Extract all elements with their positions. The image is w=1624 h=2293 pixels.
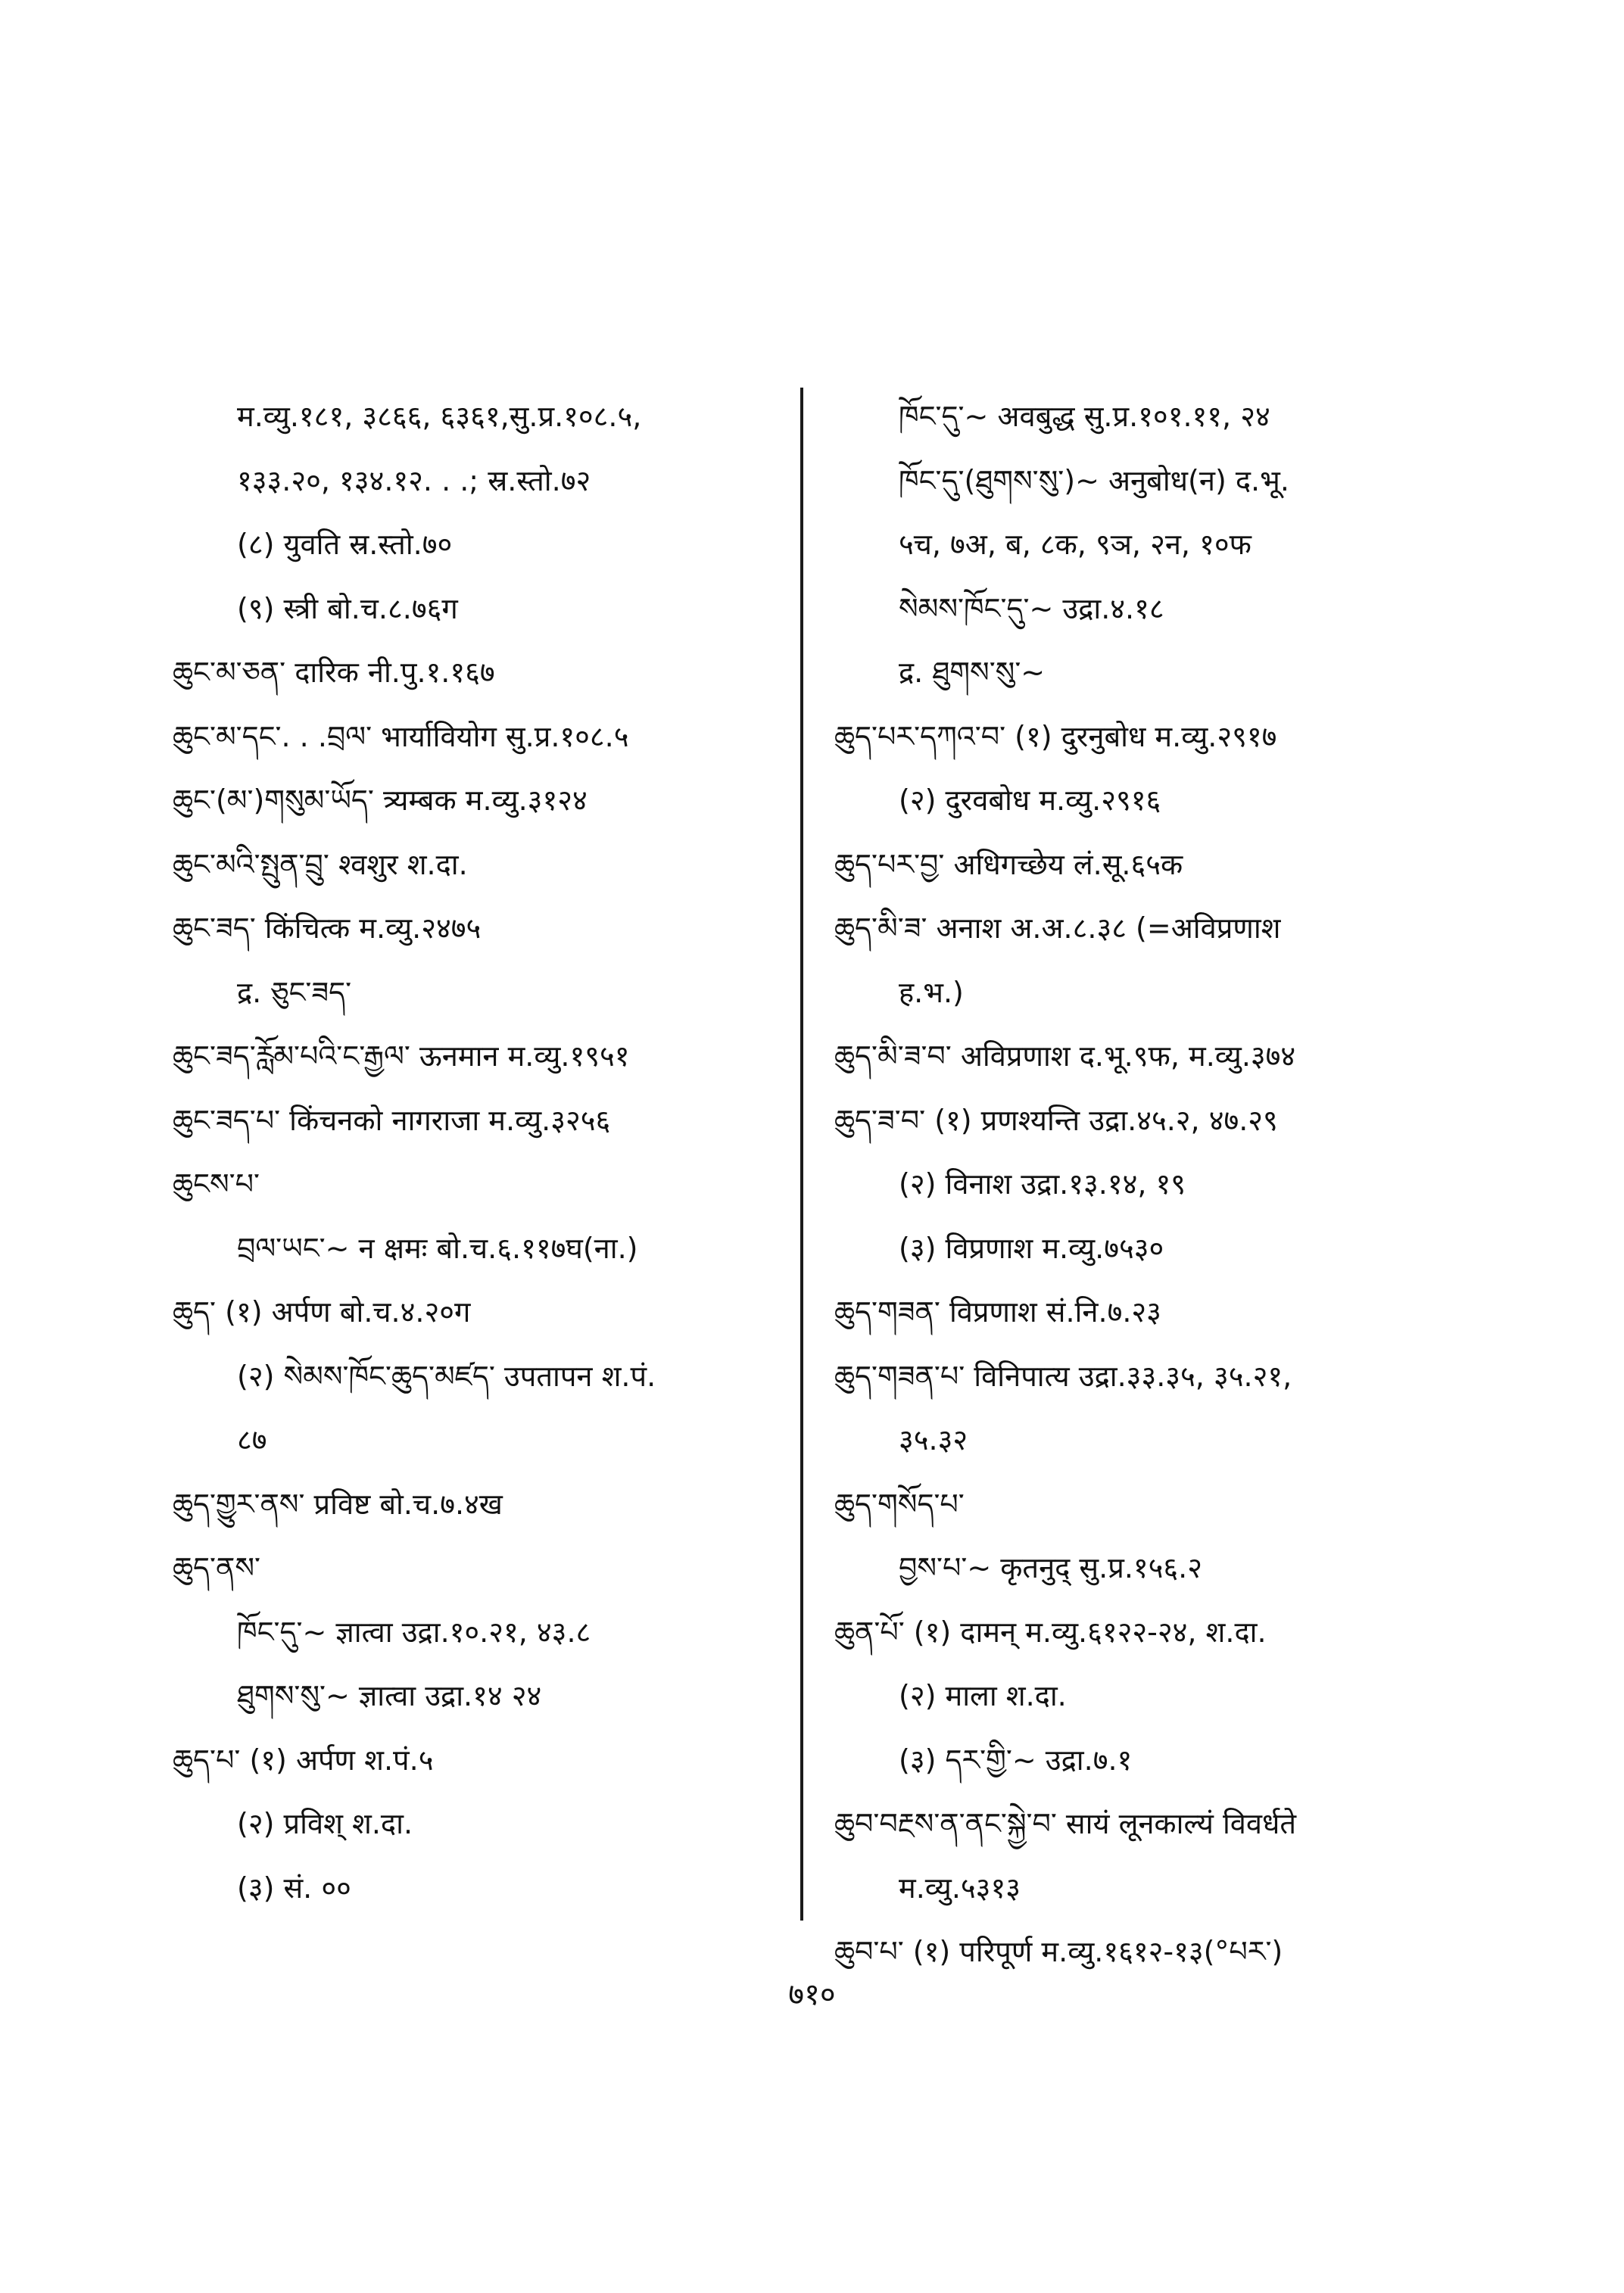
left-column xyxy=(173,385,786,1920)
entry-continuation-line: (२) སེམས་ཁོང་ཆུད་མཛད་ उपतापन श.पं. xyxy=(237,1359,656,1393)
entry-headword-line: ཆུད་པར་བྱ་ अधिगच्छेय लं.सू.६५क xyxy=(834,847,1183,881)
entry-continuation-line: (३) विप्रणाश म.व्यु.७५३० xyxy=(899,1231,1164,1265)
entry-headword-line: ཆུད་གསོད་པ་ xyxy=(834,1487,965,1521)
entry-continuation-line: བྲལ་ཡང་~ न क्षमः बो.च.६.११७घ(ना.) xyxy=(237,1231,638,1265)
entry-continuation-line: म.व्यु.५३१३ xyxy=(899,1871,1021,1905)
entry-continuation-line: द्र. ཅུང་ཟད་ xyxy=(237,975,352,1009)
entry-continuation-line: (२) प्रविश् श.दा. xyxy=(237,1807,413,1840)
entry-continuation-line: (२) विनाश उद्रा.१३.१४, १९ xyxy=(899,1167,1186,1201)
entry-headword-line: ཆུངས་པ་ xyxy=(173,1167,260,1201)
entry-headword-line: ཆུད་མི་ཟ་ अनाश अ.अ.८.३८ (=अविप्रणाश xyxy=(834,911,1281,945)
entry-continuation-line: བྱས་པ་~ कृतनुद् सु.प्र.१५६.२ xyxy=(899,1551,1203,1584)
entry-continuation-line: (९) स्त्री बो.च.८.७६ग xyxy=(237,591,458,625)
entry-continuation-line: १३३.२०, १३४.१२. . .; स्र.स्तो.७२ xyxy=(237,463,591,497)
entry-headword-line: ཆུན་པོ་ (१) दामन् म.व्यु.६१२२-२४, श.दा. xyxy=(834,1615,1267,1649)
entry-headword-line: ཆུང་ཟད་པ་ किंचनको नागराजा म.व्यु.३२५६ xyxy=(173,1103,611,1137)
entry-continuation-line: ཁོང་དུ་(ཐུགས་སུ་)~ अनुबोध(न) द.भू. xyxy=(899,463,1289,497)
entry-continuation-line: ५च, ७अ, ब, ८क, ९ञ, २न, १०फ xyxy=(899,528,1252,561)
entry-headword-line: ཆུང་ཟད་ किंचित्क म.व्यु.२४७५ xyxy=(173,911,482,945)
entry-headword-line: ཆུང་ཟད་རློམ་པའི་ང་རྒྱལ་ ऊनमान म.व्यु.१९५१ xyxy=(173,1039,630,1073)
entry-headword-line: ཆུད་ཟ་བ་ (१) प्रणश्यन्ति उद्रा.४५.२, ४७.२९ xyxy=(834,1103,1278,1137)
entry-headword-line: ཆུབ་བརྔས་ན་ནང་སྐྱེ་བ་ सायं लूनकाल्यं विवर्धते xyxy=(834,1807,1297,1840)
entry-headword-line: ཆུད་གྱུར་ནས་ प्रविष्ट बो.च.७.४ख xyxy=(173,1487,503,1521)
entry-headword-line: ཆུད་ནས་ xyxy=(173,1551,261,1584)
entry-continuation-line: (२) माला श.दा. xyxy=(899,1679,1067,1712)
entry-continuation-line: ८७ xyxy=(237,1423,267,1456)
entry-continuation-line: ཁོང་དུ་~ अवबुद्ध सु.प्र.१०१.११, २४ xyxy=(899,400,1270,433)
column-divider xyxy=(800,388,803,1921)
entry-continuation-line: (८) युवति स्र.स्तो.७० xyxy=(237,528,453,561)
entry-continuation-line: ह.भ.) xyxy=(899,975,964,1009)
right-column xyxy=(834,385,1501,1984)
entry-headword-line: ཆུད་གཟན་པ་ विनिपात्य उद्रा.३३.३५, ३५.२१, xyxy=(834,1359,1292,1393)
entry-continuation-line: म.व्यु.१८१, ३८६६, ६३६१,सु.प्र.१०८.५, xyxy=(237,400,642,433)
entry-continuation-line: (३) सं. ०० xyxy=(237,1871,351,1905)
entry-headword-line: ཆུད་ (१) अर्पण बो.च.४.२०ग xyxy=(173,1295,471,1329)
entry-continuation-line: द्र. ཐུགས་སུ་~ xyxy=(899,656,1046,689)
entry-continuation-line: ཐུགས་སུ་~ ज्ञात्वा उद्रा.१४ २४ xyxy=(237,1679,542,1712)
entry-continuation-line: (२) दुरवबोध म.व्यु.२९१६ xyxy=(899,784,1161,817)
entry-headword-line: ཆུང་(མ་)གསུམ་ཡོད་ त्र्यम्बक म.व्यु.३१२४ xyxy=(173,784,588,817)
entry-headword-line: ཆུང་མ་ཅན་ दारिक नी.पु.१.१६७ xyxy=(173,656,495,689)
page-number: ७१० xyxy=(788,1977,836,2012)
entry-headword-line: ཆུང་མ་དང་. . .བྲལ་ भार्यावियोग सु.प्र.१०८.५ xyxy=(173,719,629,753)
entry-headword-line: ཆུབ་པ་ (१) परिपूर्ण म.व्यु.१६१२-१३(°པར་) xyxy=(834,1935,1283,1968)
entry-continuation-line: ཁོང་དུ་~ ज्ञात्वा उद्रा.१०.२१, ४३.८ xyxy=(237,1615,591,1649)
entry-headword-line: ཆུད་པར་དཀའ་བ་ (१) दुरनुबोध म.व्यु.२९१७ xyxy=(834,719,1277,753)
entry-headword-line: ཆུད་མི་ཟ་བ་ अविप्रणाश द.भू.९फ, म.व्यु.३७४ xyxy=(834,1039,1296,1073)
entry-continuation-line: སེམས་ཁོང་དུ་~ उद्रा.४.१८ xyxy=(899,591,1164,625)
entry-headword-line: ཆུད་གཟན་ विप्रणाश सं.नि.७.२३ xyxy=(834,1295,1161,1329)
entry-headword-line: ཆུང་མའི་སྤུན་བྲུ་ श्वशुर श.दा. xyxy=(173,847,468,881)
entry-headword-line: ཆུད་པ་ (१) अर्पण श.पं.५ xyxy=(173,1743,434,1777)
entry-continuation-line: (३) དར་གྱི་~ उद्रा.७.१ xyxy=(899,1743,1133,1777)
entry-continuation-line: ३५.३२ xyxy=(899,1423,968,1456)
